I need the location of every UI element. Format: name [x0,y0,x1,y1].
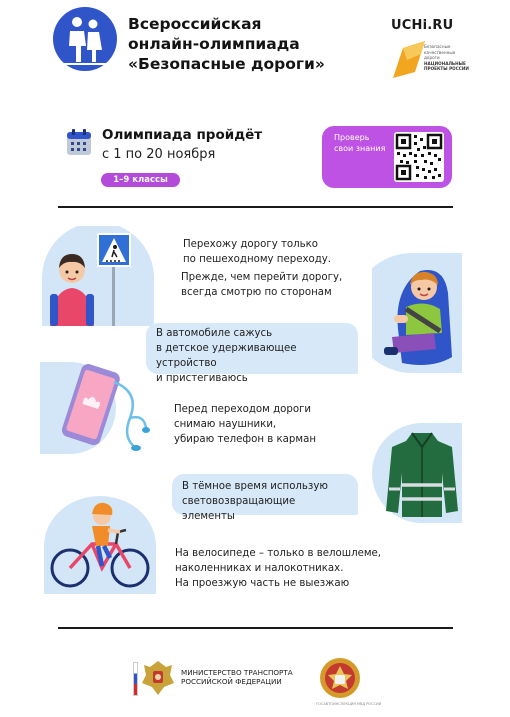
tip-line: убираю телефон в карман [174,434,316,445]
bicycle-illustration [44,496,156,594]
divider-top [58,206,453,208]
crossing-illustration [42,226,154,326]
national-projects-caption: Безопасные качественные дороги [424,44,456,60]
tip-line: Прежде, чем перейти дорогу, [181,272,343,283]
tip-line: всегда смотрю по сторонам [181,287,332,298]
title-line: онлайн-олимпиада [128,35,300,53]
tip-look [181,270,342,300]
tip-line: световозвращающие элементы [182,496,296,522]
ministry-name [181,668,293,686]
tip-crossing [183,237,331,267]
gibdd-emblem [318,656,362,700]
qr-label [334,132,385,154]
olympiad-dates: с 1 по 20 ноября [102,147,216,162]
uchi-logo: UCHi.RU [391,18,454,33]
qr-code[interactable] [394,132,444,182]
title-line: «Безопасные дороги» [128,55,325,73]
child-car-seat-illustration [372,253,462,373]
qr-label-line: свои знания [334,144,386,153]
ministry-line: МИНИСТЕРСТВО ТРАНСПОРТА [181,668,293,677]
olympiad-heading: Олимпиада пройдёт [102,127,263,143]
grades-badge: 1–9 классы [101,173,180,187]
tip-reflective-bubble [172,474,358,522]
smartphone-illustration [40,362,150,454]
tip-line: в детское удерживающее устройство [156,343,297,369]
tip-line: и пристегиваюсь [156,373,248,384]
tip-line: В тёмное время использую [182,481,328,492]
tip-line: наколенниках и налокотниках. [175,563,344,574]
reflective-jacket-illustration [372,423,462,523]
tip-line: В автомобиле сажусь [156,328,273,339]
national-projects-text [424,44,470,72]
tip-car-seat-bubble [146,323,358,384]
russian-flag-strip [133,662,138,696]
tip-headphones [174,402,316,447]
tip-line: На велосипеде – только в велошлеме, [175,548,382,559]
tip-line: Перехожу дорогу только [183,239,319,250]
ministry-line: РОССИЙСКОЙ ФЕДЕРАЦИИ [181,677,282,686]
divider-bottom [58,627,453,629]
title-line: Всероссийская [128,15,262,33]
tip-line: по пешеходному переходу. [183,254,332,265]
pedestrians-logo [52,6,118,72]
page-title [128,14,325,74]
calendar-icon [66,128,92,156]
qr-code-pattern [394,132,444,182]
tip-bicycle [175,546,381,591]
national-projects-title: НАЦИОНАЛЬНЫЕ ПРОЕКТЫ РОССИИ [424,60,469,71]
gibdd-caption: ГОСАВТОИНСПЕКЦИЯ МВД РОССИИ [316,702,382,706]
tip-line: На проезжую часть не выезжаю [175,578,350,589]
qr-label-line: Проверь [334,133,370,142]
tip-line: снимаю наушники, [174,419,277,430]
ministry-emblem [140,657,176,697]
tip-line: Перед переходом дороги [174,404,312,415]
